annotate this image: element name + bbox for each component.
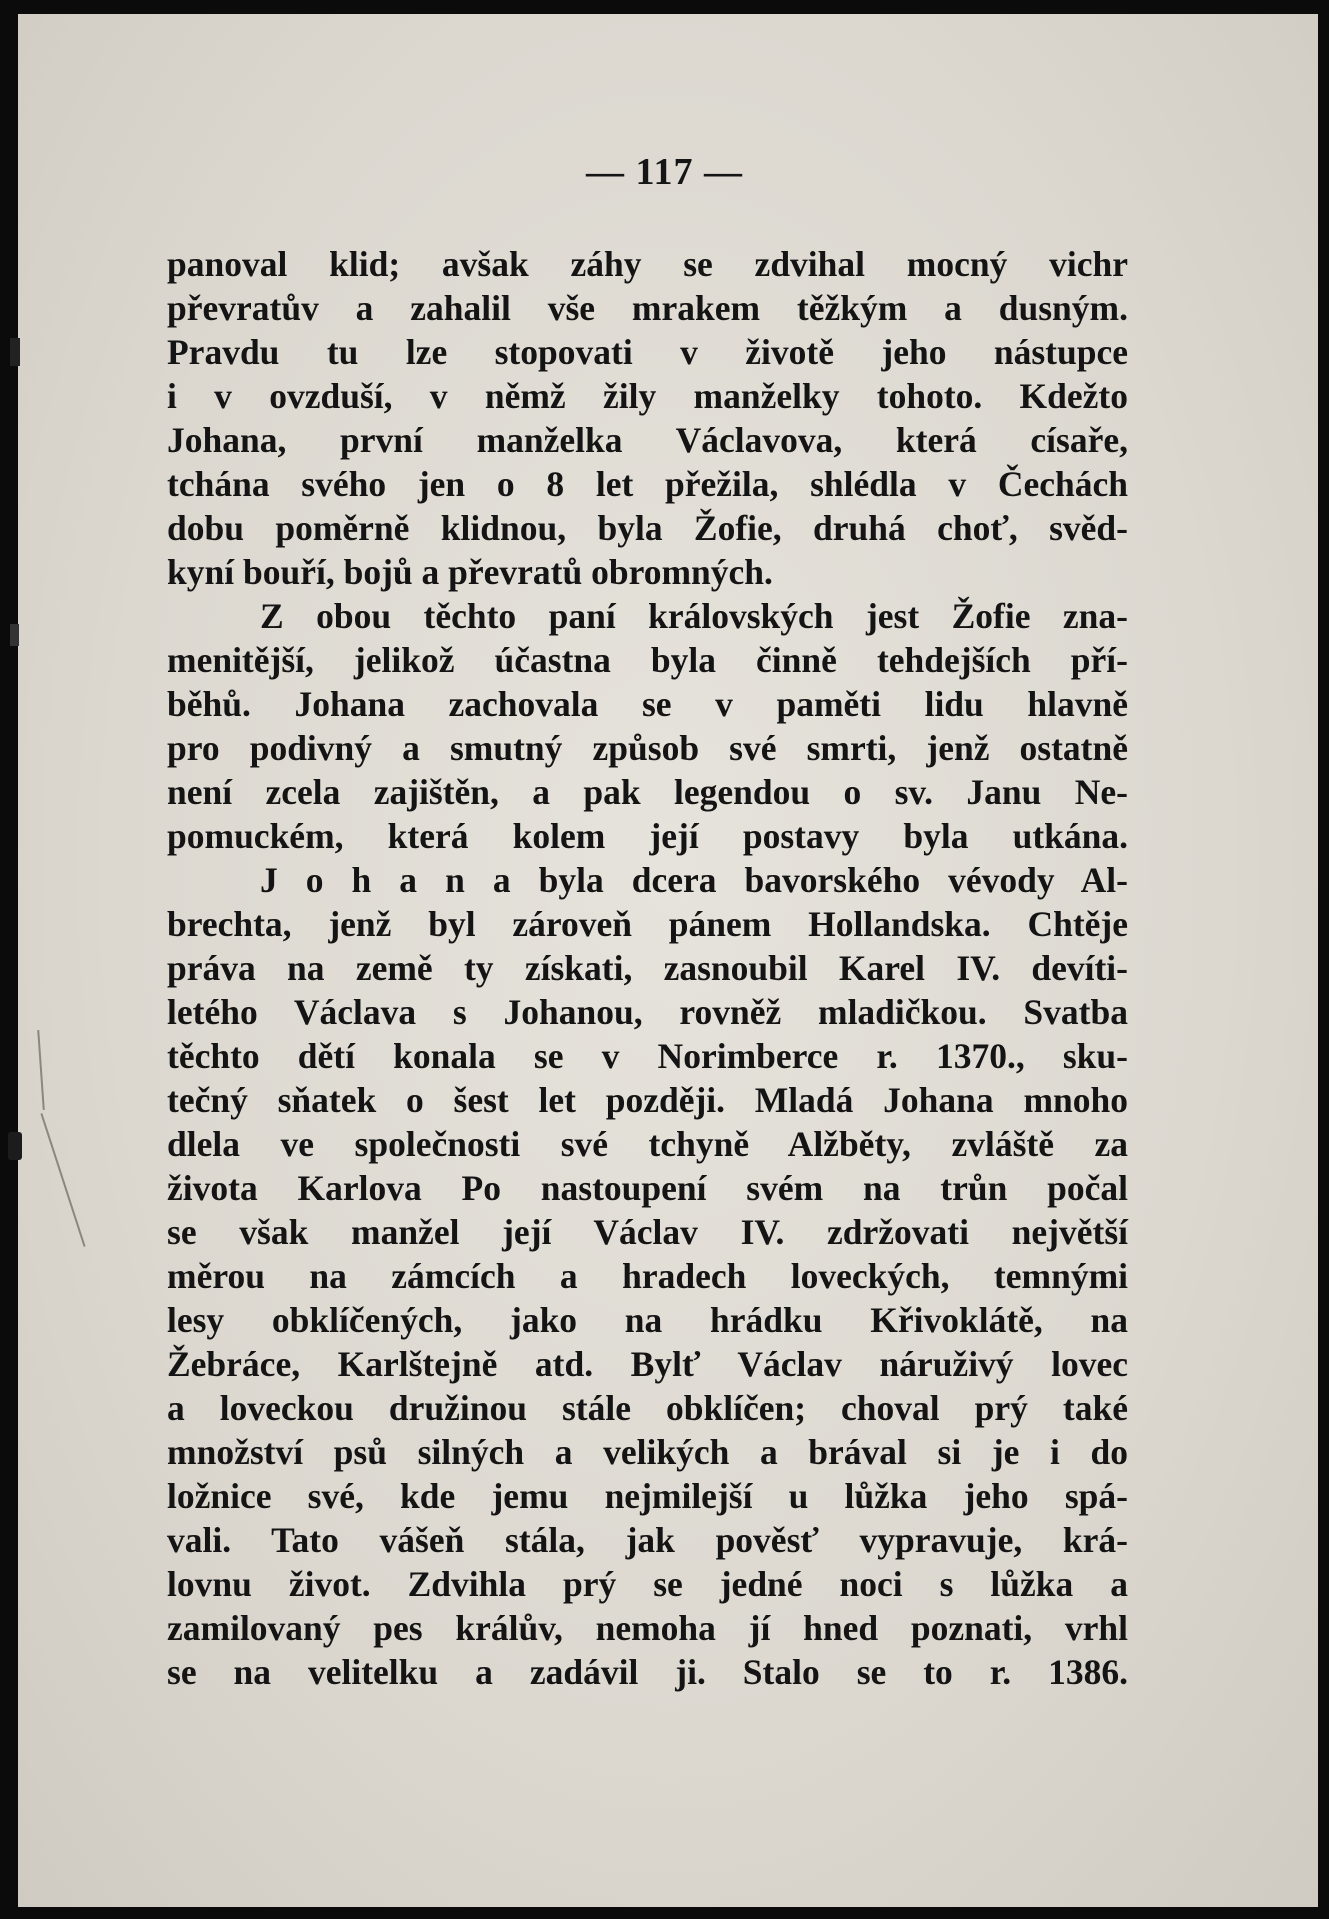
text-line: kyní bouří, bojů a převratů obromných. (167, 552, 773, 592)
text-line: se však manžel její Václav IV. zdržovati největší (167, 1212, 1128, 1252)
text-line: těchto dětí konala se v Norimberce r. 1370., sku- (167, 1036, 1128, 1076)
margin-mark-top (10, 338, 20, 366)
text-line: lesy obklíčených, jako na hrádku Křivoklátě, na (167, 1300, 1128, 1340)
margin-mark-middle (10, 624, 19, 646)
text-line: není zcela zajištěn, a pak legendou o sv. Janu Ne- (167, 772, 1128, 812)
page-number: — 117 — (586, 151, 743, 193)
text-line: života Karlova Po nastoupení svém na trůn počal (167, 1168, 1128, 1208)
margin-mark-lower (8, 1132, 22, 1160)
text-line: tečný sňatek o šest let později. Mladá Johana mnoho (167, 1080, 1128, 1120)
text-line: běhů. Johana zachovala se v paměti lidu hlavně (167, 684, 1128, 724)
text-line: práva na země ty získati, zasnoubil Karel IV. devíti- (167, 948, 1128, 988)
text-line: zamilovaný pes králův, nemoha jí hned poznati, vrhl (167, 1608, 1128, 1648)
text-line: lovnu život. Zdvihla prý se jedné noci s lůžka a (167, 1564, 1128, 1604)
text-line: i v ovzduší, v němž žily manželky tohoto. Kdežto (167, 376, 1128, 416)
text-line: menitější, jelikož účastna byla činně tehdejších pří- (167, 640, 1128, 680)
text-line: dlela ve společnosti své tchyně Alžběty, zvláště za (167, 1124, 1128, 1164)
text-line: tchána svého jen o 8 let přežila, shlédla v Čechách (167, 464, 1128, 504)
text-line: a loveckou družinou stále obklíčen; choval prý také (167, 1388, 1128, 1428)
text-line: Žebráce, Karlštejně atd. Bylť Václav náruživý lovec (167, 1344, 1128, 1384)
text-line: letého Václava s Johanou, rovněž mladičkou. Svatba (167, 992, 1128, 1032)
text-line: pro podivný a smutný způsob své smrti, jenž ostatně (167, 728, 1128, 768)
text-line: brechta, jenž byl zároveň pánem Hollandska. Chtěje (167, 904, 1128, 944)
text-line: J o h a n a byla dcera bavorského vévody Al- (260, 860, 1128, 900)
text-line: Pravdu tu lze stopovati v životě jeho nástupce (167, 332, 1128, 372)
text-line: dobu poměrně klidnou, byla Žofie, druhá choť, svěd- (167, 508, 1128, 548)
text-line: se na velitelku a zadávil ji. Stalo se to r. 1386. (167, 1652, 1128, 1692)
text-line: množství psů silných a velikých a brával si je i do (167, 1432, 1128, 1472)
text-line: převratův a zahalil vše mrakem těžkým a dusným. (167, 288, 1128, 328)
text-line: měrou na zámcích a hradech loveckých, temnými (167, 1256, 1128, 1296)
text-line: Johana, první manželka Václavova, která císaře, (167, 420, 1128, 460)
text-line: Z obou těchto paní královských jest Žofie zna- (260, 596, 1128, 636)
text-line: pomuckém, která kolem její postavy byla utkána. (167, 816, 1128, 856)
body-text (167, 242, 1128, 1694)
text-line: panoval klid; avšak záhy se zdvihal mocný vichr (167, 244, 1128, 284)
text-line: vali. Tato vášeň stála, jak pověsť vypravuje, krá- (167, 1520, 1128, 1560)
text-line: ložnice své, kde jemu nejmilejší u lůžka jeho spá- (167, 1476, 1128, 1516)
